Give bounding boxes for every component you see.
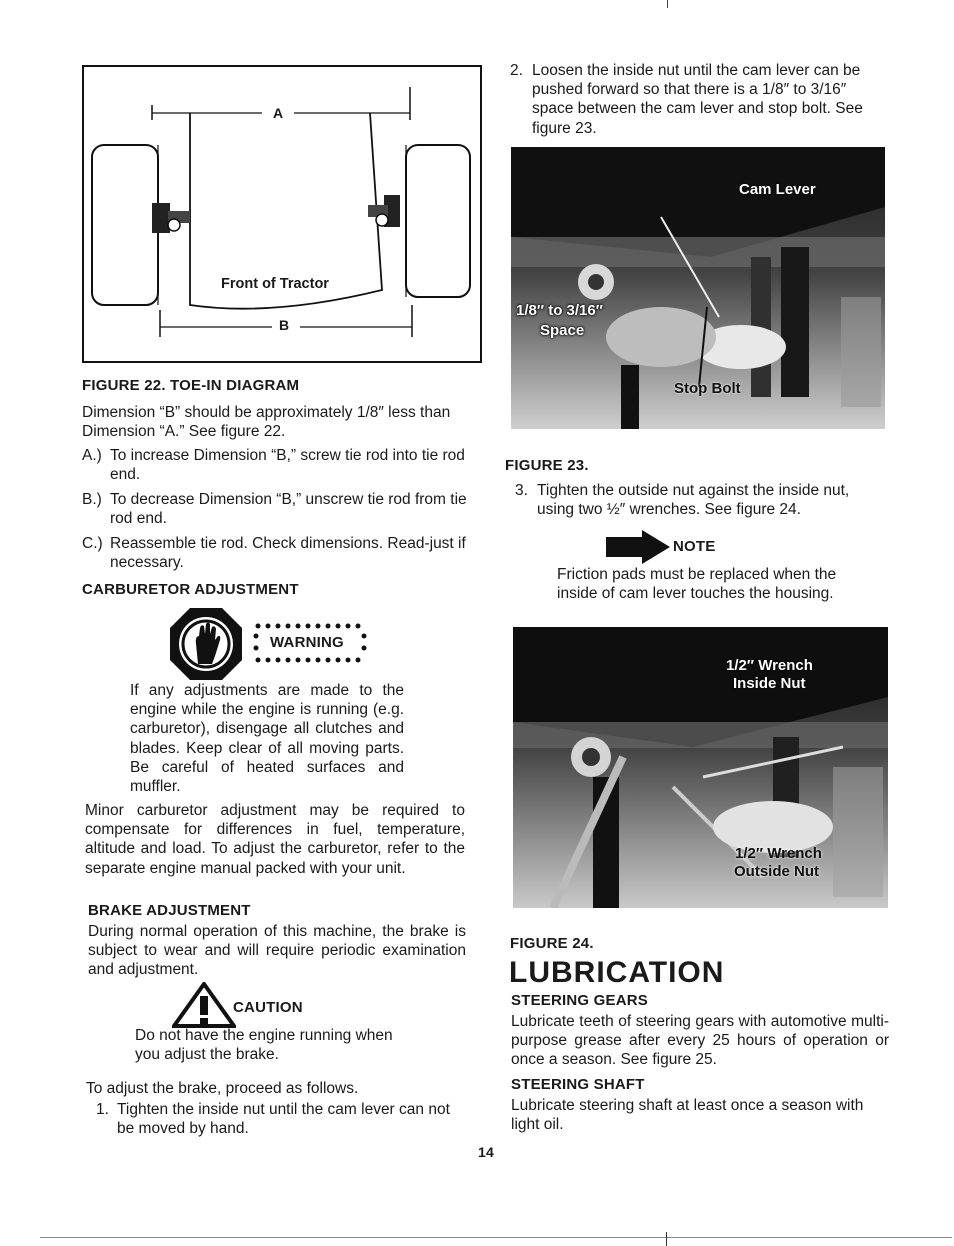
- tie-rod-step-a: [82, 446, 468, 484]
- page-number: 14: [478, 1144, 494, 1160]
- warning-badge: [252, 622, 370, 664]
- figure-23-caption: FIGURE 23.: [505, 457, 589, 474]
- warning-label: WARNING: [270, 634, 344, 651]
- brake-step-1: [96, 1100, 468, 1138]
- figure-24-caption: FIGURE 24.: [510, 935, 594, 952]
- step-label: B.): [82, 491, 102, 508]
- step-label: 3.: [515, 482, 528, 499]
- brake-heading: BRAKE ADJUSTMENT: [88, 902, 251, 919]
- caution-triangle-icon: [172, 982, 236, 1028]
- carburetor-text: Minor carburetor adjustment may be required to compensate for differences in fuel, temperature, altitude and load. To adjust the carburetor, refer to the separate engine manual packed with your unit.: [85, 802, 465, 877]
- steering-gears-heading: STEERING GEARS: [511, 992, 648, 1009]
- step-label: 1.: [96, 1101, 109, 1118]
- figure-24-photo: [513, 627, 888, 908]
- step-label: A.): [82, 447, 102, 464]
- step-text: Tighten the inside nut until the cam lever can not be moved by hand.: [117, 1101, 450, 1138]
- step-text: Reassemble tie rod. Check dimensions. Read-just if necessary.: [110, 535, 466, 572]
- lubrication-heading: LUBRICATION: [509, 956, 725, 989]
- step-text: To decrease Dimension “B,” unscrew tie rod from tie rod end.: [110, 491, 467, 528]
- toe-in-diagram: [82, 65, 482, 363]
- note-text: Friction pads must be replaced when the inside of cam lever touches the housing.: [557, 566, 837, 603]
- figure-23-photo: [511, 147, 885, 429]
- steering-shaft-text: Lubricate steering shaft at least once a season with light oil.: [511, 1097, 864, 1134]
- step-text: To increase Dimension “B,” screw tie rod into tie rod end.: [110, 447, 465, 484]
- tie-rod-step-c: [82, 534, 468, 572]
- inside-nut-label-line1: 1/2″ Wrench: [726, 657, 813, 674]
- inside-nut-label-line2: Inside Nut: [733, 675, 806, 692]
- note-arrow-icon: [606, 530, 670, 564]
- front-of-tractor-label: Front of Tractor: [221, 276, 329, 292]
- cam-lever-label: Cam Lever: [739, 181, 816, 198]
- warning-text: If any adjustments are made to the engine while the engine is running (e.g. carburetor), disengage all clutches and blades. Keep clear of all moving parts. Be careful of heated surfaces and muffler.: [130, 682, 404, 796]
- brake-proceed-text: To adjust the brake, proceed as follows.: [86, 1080, 359, 1097]
- steering-shaft-heading: STEERING SHAFT: [511, 1076, 645, 1093]
- brake-text: During normal operation of this machine, the brake is subject to wear and will require periodic examination and adjustment.: [88, 923, 466, 979]
- steering-gears-text: Lubricate teeth of steering gears with automotive multi-purpose grease after every 25 hours of operation or once a season. See figure 25.: [511, 1013, 889, 1069]
- warning-hand-icon: [168, 606, 244, 682]
- step-label: C.): [82, 535, 103, 552]
- carburetor-heading: CARBURETOR ADJUSTMENT: [82, 581, 299, 598]
- brake-step-3: [515, 481, 889, 519]
- step-label: 2.: [510, 62, 523, 79]
- space-label-line1: 1/8″ to 3/16″: [516, 302, 603, 319]
- caution-label: CAUTION: [233, 999, 303, 1016]
- dimension-b-label: B: [279, 317, 290, 333]
- note-label: NOTE: [673, 538, 716, 555]
- tie-rod-step-b: [82, 490, 468, 528]
- bottom-rule: [40, 1237, 952, 1238]
- bottom-tick-mark: [666, 1232, 667, 1246]
- space-label-line2: Space: [540, 322, 585, 339]
- dimension-intro-text: Dimension “B” should be approximately 1/8″ less than Dimension “A.” See figure 22.: [82, 404, 451, 441]
- top-tick-mark: [667, 0, 668, 8]
- step-text: Loosen the inside nut until the cam lever can be pushed forward so that there is a 1/8″ to 3/16″ space between the cam lever and stop bolt. See figure 23.: [532, 62, 863, 137]
- figure-22-caption: FIGURE 22. TOE-IN DIAGRAM: [82, 377, 300, 394]
- brake-step-2: [510, 61, 886, 138]
- caution-text: Do not have the engine running when you adjust the brake.: [135, 1027, 393, 1064]
- stop-bolt-label: Stop Bolt: [674, 380, 741, 397]
- outside-nut-label-line1: 1/2″ Wrench: [735, 845, 822, 862]
- dimension-a-label: A: [273, 105, 284, 121]
- outside-nut-label-line2: Outside Nut: [734, 863, 819, 880]
- step-text: Tighten the outside nut against the inside nut, using two ½″ wrenches. See figure 24.: [537, 482, 850, 519]
